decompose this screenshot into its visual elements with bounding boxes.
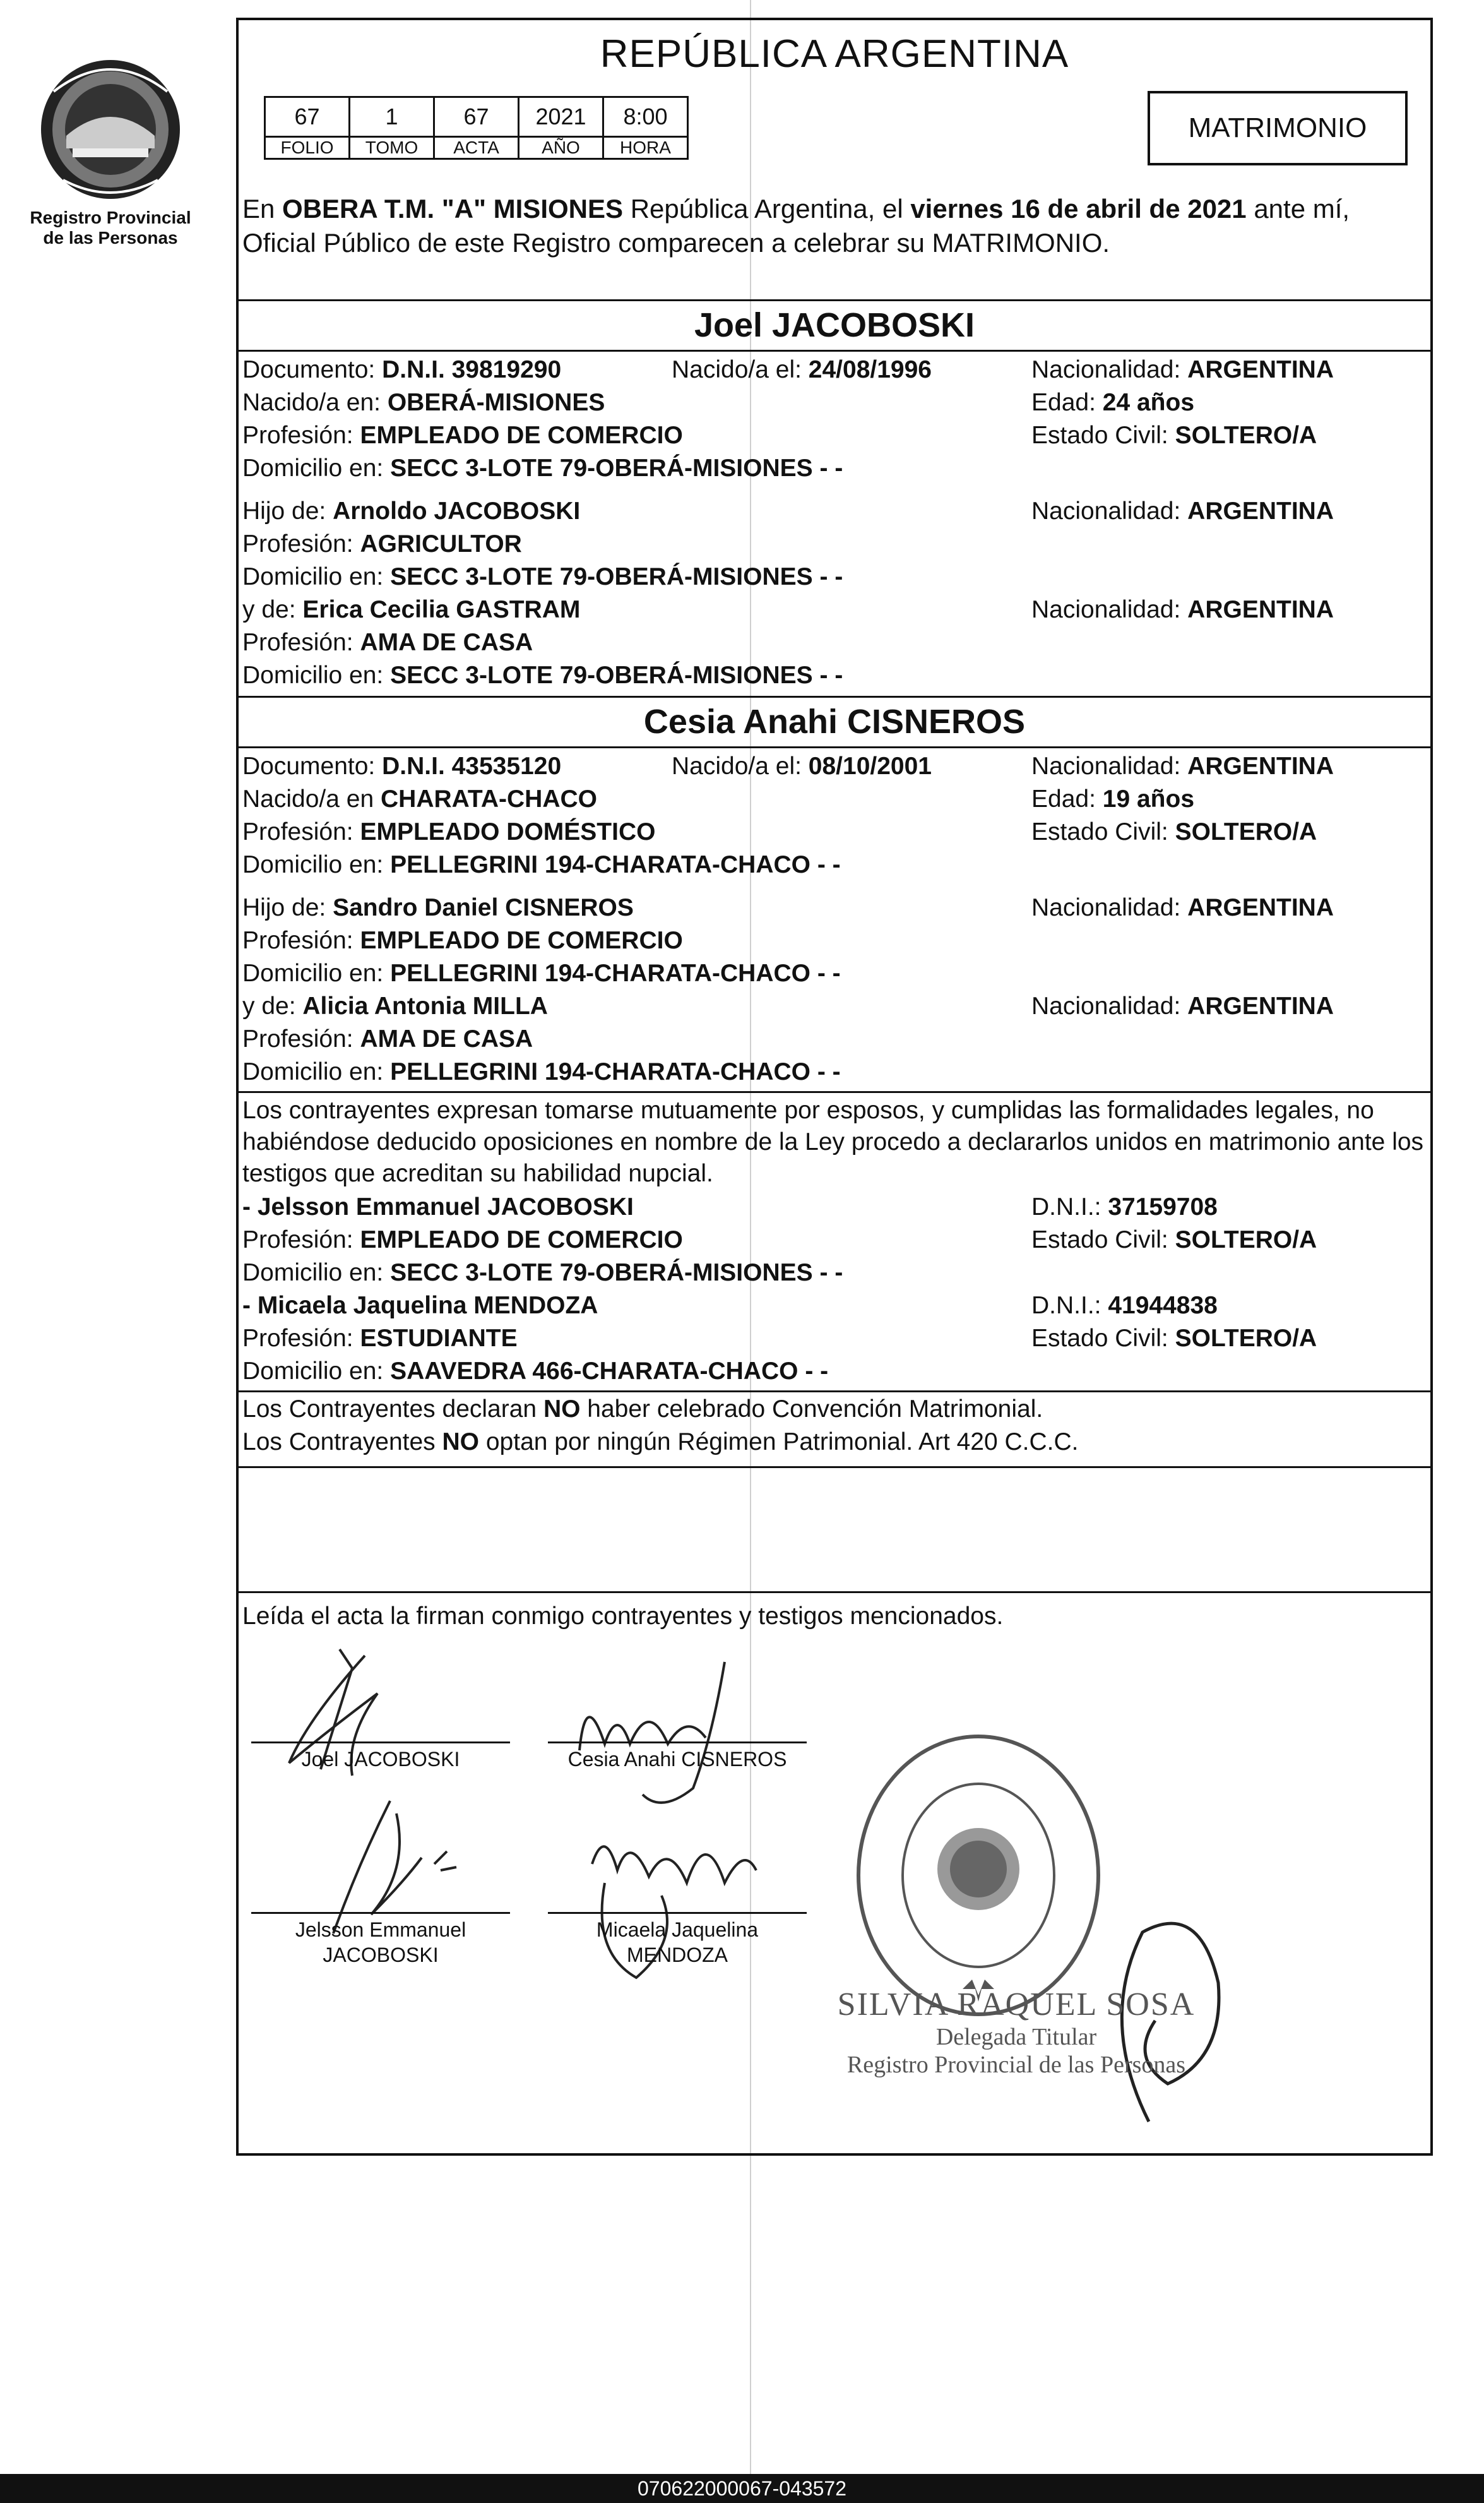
groom-father-address: SECC 3-LOTE 79-OBERÁ-MISIONES - - — [390, 563, 843, 590]
divider — [239, 1091, 1430, 1093]
groom-father-row — [242, 496, 1334, 527]
label: Profesión: — [242, 1025, 360, 1053]
label: Hijo de: — [242, 498, 333, 525]
convention-line-1 — [242, 1394, 1043, 1425]
year-label: AÑO — [519, 137, 603, 159]
bride-father-address: PELLEGRINI 194-CHARATA-CHACO - - — [390, 960, 841, 987]
text: optan por ningún Régimen Patrimonial. Art 420 C.C.C. — [479, 1428, 1079, 1455]
witness-2-address-row — [242, 1356, 828, 1387]
label: Nacionalidad: — [1031, 498, 1188, 525]
groom-mother-profession-row — [242, 628, 533, 658]
label: Profesión: — [242, 1226, 360, 1253]
signature-line — [548, 1741, 807, 1743]
groom-mother-profession: AMA DE CASA — [360, 629, 533, 656]
bride-age: 19 años — [1102, 786, 1195, 813]
marriage-record — [236, 18, 1433, 2156]
witness-2-name: - Micaela Jaquelina MENDOZA — [242, 1292, 598, 1319]
signature-label-micaela — [548, 1917, 807, 1968]
bride-profession: EMPLEADO DOMÉSTICO — [360, 818, 656, 845]
text: Los Contrayentes — [242, 1428, 442, 1455]
bride-father-address-row — [242, 959, 841, 989]
groom-father-profession: AGRICULTOR — [360, 530, 522, 558]
intro-prefix: En — [242, 194, 283, 224]
label: Edad: — [1031, 786, 1103, 813]
label: Documento: — [242, 753, 383, 780]
signature-label-cesia: Cesia Anahi CISNEROS — [567, 1748, 787, 1771]
witness-2-address: SAAVEDRA 466-CHARATA-CHACO - - — [390, 1358, 829, 1385]
bride-father-profession-row — [242, 926, 683, 956]
delegate-role: Delegada Titular — [935, 2024, 1097, 2050]
divider — [239, 1390, 1430, 1392]
text: JACOBOSKI — [323, 1944, 439, 1966]
bride-mother-profession-row — [242, 1024, 533, 1054]
groom-birth-date: 24/08/1996 — [808, 356, 932, 383]
label: Estado Civil: — [1031, 818, 1175, 845]
text: NO — [442, 1428, 480, 1455]
bride-mother-profession: AMA DE CASA — [360, 1025, 533, 1053]
label: Domicilio en: — [242, 960, 391, 987]
witness-2-profession: ESTUDIANTE — [360, 1325, 518, 1352]
label: Domicilio en: — [242, 851, 391, 878]
bride-mother-address-row — [242, 1057, 841, 1087]
label: D.N.I.: — [1031, 1292, 1108, 1319]
groom-name: Joel JACOBOSKI — [694, 306, 975, 344]
registry-table — [264, 96, 689, 160]
label: Estado Civil: — [1031, 1226, 1175, 1253]
text: NO — [543, 1395, 581, 1423]
text: Los Contrayentes declaran — [242, 1395, 543, 1423]
label: Documento: — [242, 356, 383, 383]
bride-nationality: ARGENTINA — [1187, 753, 1334, 780]
groom-father-profession-row — [242, 529, 522, 559]
groom-birthplace-row — [242, 388, 1195, 418]
official-seal — [852, 1730, 1105, 2021]
groom-mother-address-row — [242, 660, 843, 691]
groom-profession: EMPLEADO DE COMERCIO — [360, 422, 683, 449]
signature-line — [251, 1741, 510, 1743]
label: Estado Civil: — [1031, 422, 1175, 449]
bride-birthplace: CHARATA-CHACO — [380, 786, 597, 813]
delegate-office: Registro Provincial de las Personas — [846, 2052, 1186, 2078]
divider — [239, 1591, 1430, 1593]
divider — [239, 350, 1430, 352]
bride-birth-date: 08/10/2001 — [808, 753, 932, 780]
groom-address: SECC 3-LOTE 79-OBERÁ-MISIONES - - — [390, 455, 843, 482]
closing-line: Leída el acta la firman conmigo contrayentes y testigos mencionados. — [242, 1603, 1004, 1630]
logo-label: Registro Provincial de las Personas — [30, 208, 191, 248]
groom-nationality: ARGENTINA — [1187, 356, 1334, 383]
witness-2-civil-status: SOLTERO/A — [1175, 1325, 1317, 1352]
divider — [239, 746, 1430, 748]
label: Profesión: — [242, 927, 360, 954]
label: Nacionalidad: — [1031, 356, 1188, 383]
label: D.N.I.: — [1031, 1193, 1108, 1221]
declaration-paragraph: Los contrayentes expresan tomarse mutuamente por esposos, y cumplidas las formalidades legales, no habiéndose deducido oposiciones en nombre de la Ley procedo a declararlos unidos en matrimonio ante los testigos que acreditan su habilidad nupcial. — [242, 1097, 1424, 1187]
label: Domicilio en: — [242, 563, 391, 590]
bride-name: Cesia Anahi CISNEROS — [643, 703, 1026, 741]
label: Nacido/a el: — [672, 753, 809, 780]
bride-mother-nationality: ARGENTINA — [1187, 993, 1334, 1020]
groom-doc-row — [242, 355, 1334, 385]
groom-profession-row — [242, 421, 1317, 451]
groom-mother-nationality: ARGENTINA — [1187, 596, 1334, 623]
signature-label-jelsson — [251, 1917, 510, 1968]
misiones-emblem-icon — [35, 54, 186, 205]
intro-middle: República Argentina, el — [623, 194, 911, 224]
witness-1-row — [242, 1192, 1218, 1222]
witness-1-civil-status: SOLTERO/A — [1175, 1226, 1317, 1253]
folio-label: FOLIO — [265, 137, 350, 159]
witness-2-profession-row — [242, 1323, 1317, 1354]
label: Hijo de: — [242, 894, 333, 921]
groom-father-nationality: ARGENTINA — [1187, 498, 1334, 525]
bride-father-row — [242, 893, 1334, 923]
folio-value: 67 — [265, 97, 350, 137]
groom-address-row — [242, 453, 843, 484]
bride-birthplace-row — [242, 784, 1195, 815]
text: MENDOZA — [627, 1944, 728, 1966]
intro-paragraph — [242, 192, 1429, 260]
delegate-stamp — [808, 1986, 1225, 2079]
groom-mother-row — [242, 595, 1334, 625]
label: Nacionalidad: — [1031, 993, 1188, 1020]
bride-father-name: Sandro Daniel CISNEROS — [333, 894, 634, 921]
bride-address-row — [242, 850, 841, 880]
acta-value: 67 — [434, 97, 519, 137]
witness-1-dni: 37159708 — [1108, 1193, 1218, 1221]
signature-line — [251, 1912, 510, 1914]
label: Estado Civil: — [1031, 1325, 1175, 1352]
record-type-box: MATRIMONIO — [1148, 91, 1408, 165]
label: Domicilio en: — [242, 1358, 391, 1385]
label: Profesión: — [242, 1325, 360, 1352]
label: Edad: — [1031, 389, 1103, 416]
bride-doc: D.N.I. 43535120 — [382, 753, 562, 780]
document-title: REPÚBLICA ARGENTINA — [600, 32, 1069, 76]
registry-logo — [19, 54, 202, 248]
tomo-value: 1 — [350, 97, 434, 137]
divider — [239, 1466, 1430, 1468]
label: Nacionalidad: — [1031, 596, 1188, 623]
convention-line-2 — [242, 1427, 1079, 1457]
delegate-name: SILVIA RAQUEL SOSA — [837, 1986, 1196, 2022]
bride-profession-row — [242, 817, 1317, 847]
label: Domicilio en: — [242, 1058, 391, 1085]
witness-1-profession: EMPLEADO DE COMERCIO — [360, 1226, 683, 1253]
label: Nacido/a en: — [242, 389, 388, 416]
divider — [239, 696, 1430, 698]
label: Nacionalidad: — [1031, 894, 1188, 921]
text: Micaela Jaquelina — [596, 1918, 759, 1941]
bride-mother-address: PELLEGRINI 194-CHARATA-CHACO - - — [390, 1058, 841, 1085]
groom-civil-status: SOLTERO/A — [1175, 422, 1317, 449]
bride-father-profession: EMPLEADO DE COMERCIO — [360, 927, 683, 954]
bride-father-nationality: ARGENTINA — [1187, 894, 1334, 921]
label: Domicilio en: — [242, 662, 391, 689]
witness-1-name: - Jelsson Emmanuel JACOBOSKI — [242, 1193, 634, 1221]
year-value: 2021 — [519, 97, 603, 137]
intro-place: OBERA T.M. "A" MISIONES — [282, 194, 624, 224]
acta-label: ACTA — [434, 137, 519, 159]
hour-value: 8:00 — [603, 97, 688, 137]
witness-2-row — [242, 1291, 1218, 1321]
witness-1-profession-row — [242, 1225, 1317, 1255]
groom-father-address-row — [242, 562, 843, 592]
groom-age: 24 años — [1102, 389, 1195, 416]
label: Profesión: — [242, 818, 360, 845]
groom-mother-address: SECC 3-LOTE 79-OBERÁ-MISIONES - - — [390, 662, 843, 689]
bride-address: PELLEGRINI 194-CHARATA-CHACO - - — [390, 851, 841, 878]
bride-doc-row — [242, 751, 1334, 782]
bride-mother-name: Alicia Antonia MILLA — [302, 993, 548, 1020]
bride-civil-status: SOLTERO/A — [1175, 818, 1317, 845]
groom-doc: D.N.I. 39819290 — [382, 356, 562, 383]
groom-mother-name: Erica Cecilia GASTRAM — [302, 596, 581, 623]
divider — [239, 299, 1430, 301]
text: haber celebrado Convención Matrimonial. — [580, 1395, 1043, 1423]
footer-code: 070622000067-043572 — [0, 2474, 1484, 2503]
tomo-label: TOMO — [350, 137, 434, 159]
signature-label-joel: Joel JACOBOSKI — [301, 1748, 460, 1771]
label: Profesión: — [242, 530, 360, 558]
witness-2-dni: 41944838 — [1108, 1292, 1218, 1319]
hour-label: HORA — [603, 137, 688, 159]
label: Nacido/a en — [242, 786, 381, 813]
text: Jelsson Emmanuel — [295, 1918, 466, 1941]
label: Nacionalidad: — [1031, 753, 1188, 780]
label: Profesión: — [242, 422, 360, 449]
witness-1-address: SECC 3-LOTE 79-OBERÁ-MISIONES - - — [390, 1259, 843, 1286]
label: y de: — [242, 596, 303, 623]
label: Profesión: — [242, 629, 360, 656]
label: Domicilio en: — [242, 1259, 391, 1286]
label: Domicilio en: — [242, 455, 391, 482]
bride-mother-row — [242, 991, 1334, 1022]
signature-line — [548, 1912, 807, 1914]
label: Nacido/a el: — [672, 356, 809, 383]
label: y de: — [242, 993, 303, 1020]
witness-1-address-row — [242, 1258, 843, 1288]
intro-date: viernes 16 de abril de 2021 — [910, 194, 1247, 224]
groom-father-name: Arnoldo JACOBOSKI — [333, 498, 581, 525]
groom-birthplace: OBERÁ-MISIONES — [387, 389, 605, 416]
intro-suffix: ante mí, Oficial Público de este Registro comparecen a celebrar su MATRIMONIO. — [242, 194, 1350, 258]
